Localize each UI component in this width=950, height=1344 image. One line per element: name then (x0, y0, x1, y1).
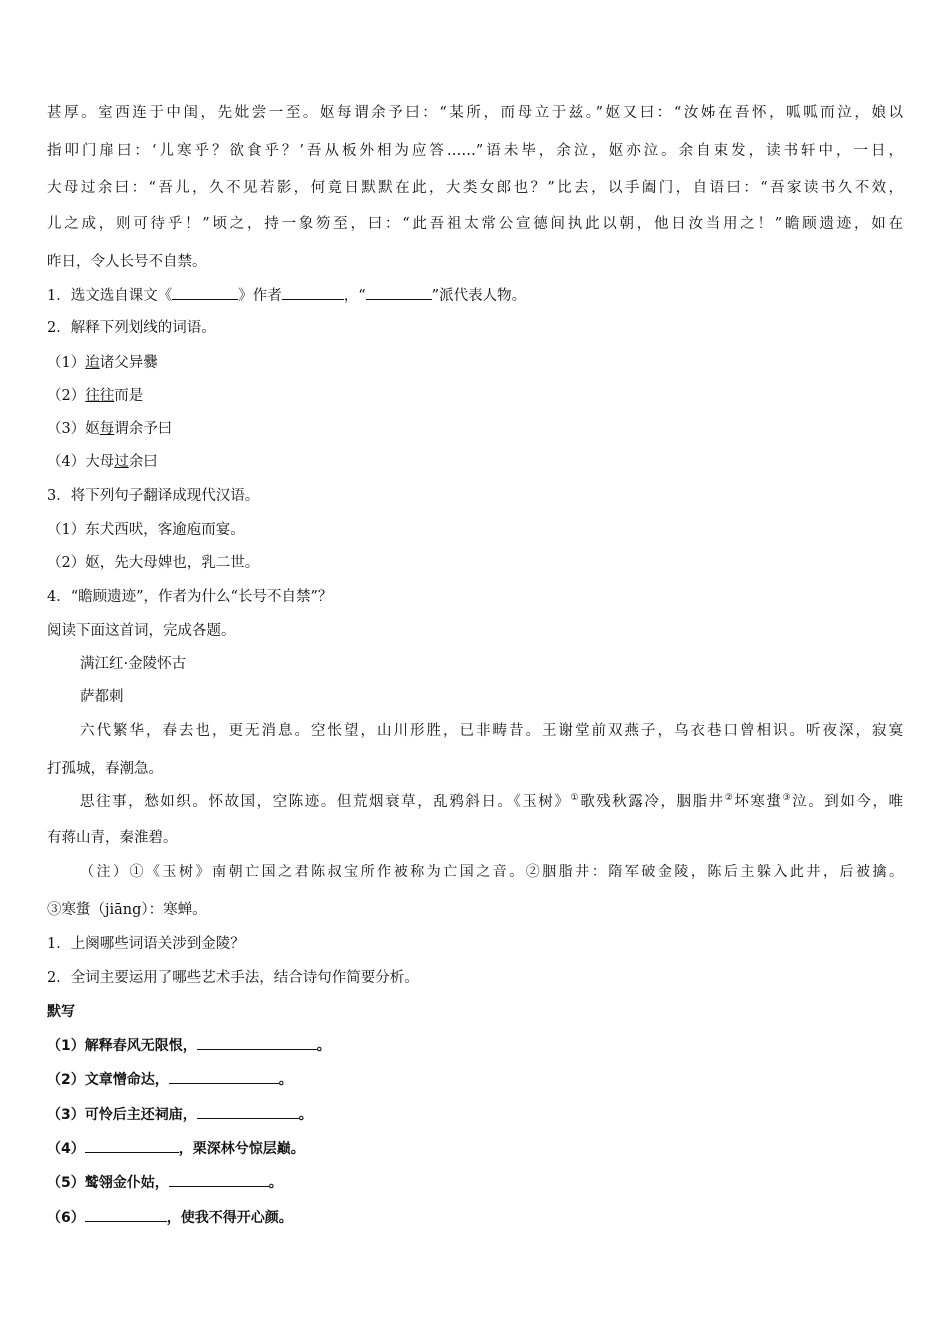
dictation-item-3: （3）可怜后主还祠庙， 。 (47, 1104, 313, 1125)
question-3-sentence-1: （1）东犬西吠，客逾庖而宴。 (47, 522, 245, 538)
poem-note-line-1: （注）①《玉树》南朝亡国之君陈叔宝所作被称为亡国之音。②胭脂井：隋军破金陵，陈后主躲入此井，后被擒。 (80, 864, 903, 880)
poem-stanza-2-line-2: 有蒋山青，秦淮碧。 (47, 830, 178, 846)
answer-blank[interactable] (169, 1069, 279, 1084)
question-3-title: 3．将下列句子翻译成现代汉语。 (47, 488, 260, 504)
answer-blank[interactable] (197, 1035, 317, 1050)
passage-line-2: 指叩门扉曰：‘儿寒乎？欲食乎？’吾从板外相为应答……”语未毕，余泣，妪亦泣。余自束发，读书轩中，一日， (47, 143, 903, 159)
question-3-sentence-2: （2）妪，先大母婢也，乳二世。 (47, 555, 260, 571)
passage-line-3: 大母过余曰：“吾儿，久不见若影，何竟日默默在此，大类女郎也？”比去，以手阖门，自语曰：“吾家读书久不效， (47, 180, 903, 196)
question-2-item-1: （1）迨诸父异爨 (47, 355, 158, 371)
poem-stanza-1-line-1: 六代繁华，春去也，更无消息。空怅望，山川形胜，已非畴昔。王谢堂前双燕子，乌衣巷口曾相识。听夜深，寂寞 (80, 723, 903, 739)
answer-blank[interactable] (85, 1207, 167, 1222)
dictation-item-6: （6） ，使我不得开心颜。 (47, 1207, 293, 1228)
poem-note-line-2: ③寒螀（jiāng）：寒蝉。 (47, 902, 207, 918)
answer-blank[interactable] (197, 1104, 299, 1119)
question-2-title: 2．解释下列划线的词语。 (47, 320, 216, 336)
poem-author: 萨都刺 (80, 689, 124, 705)
dictation-item-1: （1）解释春风无限恨， 。 (47, 1035, 331, 1056)
poem-question-2: 2．全词主要运用了哪些艺术手法，结合诗句作简要分析。 (47, 970, 419, 986)
poem-intro: 阅读下面这首词，完成各题。 (47, 623, 236, 639)
poem-stanza-2-line-1: 思往事，愁如织。怀故国，空陈迹。但荒烟衰草，乱鸦斜日。《玉树》①歌残秋露冷，胭脂井②坏寒螀③泣。到如今，唯 (80, 793, 904, 810)
question-2-item-3: （3）妪每谓余予曰 (47, 421, 173, 437)
dictation-title: 默写 (47, 1004, 75, 1020)
passage-line-4: 儿之成，则可待乎！”顷之，持一象笏至，曰：“此吾祖太常公宣德间执此以朝，他日汝当用之！”瞻顾遗迹，如在 (47, 216, 903, 232)
question-1: 1．选文选自课文《 》作者 ，“ ”派代表人物。 (47, 285, 526, 306)
passage-line-1: 甚厚。室西连于中闺，先妣尝一至。妪每谓余予曰：“某所，而母立于兹。”妪又曰：“汝姊在吾怀，呱呱而泣，娘以 (47, 105, 903, 121)
passage-line-5: 昨日，令人长号不自禁。 (47, 254, 207, 270)
answer-blank[interactable] (85, 1138, 179, 1153)
answer-blank[interactable] (169, 1172, 269, 1187)
question-2-item-4: （4）大母过余曰 (47, 454, 158, 470)
poem-question-1: 1．上阕哪些词语关涉到金陵？ (47, 936, 245, 952)
dictation-item-5: （5）鹫翎金仆姑， 。 (47, 1172, 283, 1193)
question-4: 4．“瞻顾遗迹”，作者为什么“长号不自禁”？ (47, 589, 333, 605)
dictation-item-2: （2）文章憎命达， 。 (47, 1069, 293, 1090)
answer-blank[interactable] (172, 285, 238, 300)
poem-title: 满江红·金陵怀古 (80, 656, 187, 672)
question-2-item-2: （2）往往而是 (47, 388, 144, 404)
answer-blank[interactable] (366, 285, 432, 300)
answer-blank[interactable] (282, 285, 344, 300)
poem-stanza-1-line-2: 打孤城，春潮急。 (47, 761, 163, 777)
dictation-item-4: （4） ，栗深林兮惊层巅。 (47, 1138, 305, 1159)
